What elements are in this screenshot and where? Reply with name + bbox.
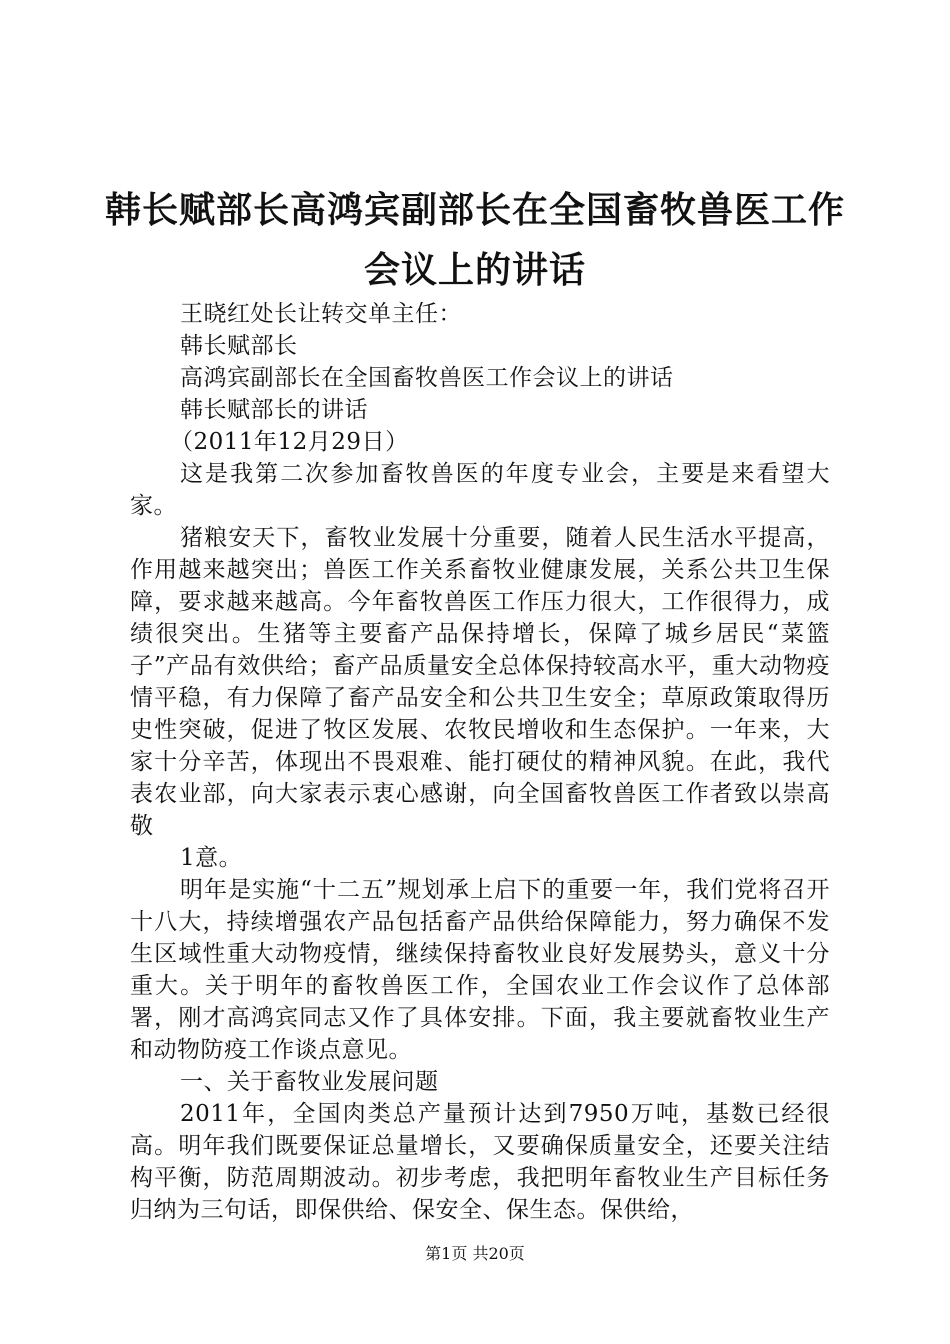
section-heading-1: 一、关于畜牧业发展问题: [180, 1069, 439, 1095]
paragraph-next-year: 明年是实施“十二五”规划承上启下的重要一年，我们党将召开十八大，持续增强农产品包括畜产品供给保障能力，努力确保不发生区域性重大动物疫情，继续保持畜牧业良好发展势头，意义十分重大。关于明年的畜牧兽医工作，全国农业工作会议作了总体部署，刚才高鸿宾同志又作了具体安排。下面，我主要就畜牧业生产和动物防疫工作谈点意见。: [130, 877, 830, 1063]
document-title-line-2: 会议上的讲话: [363, 249, 586, 291]
paragraph-achievements: 猪粮安天下，畜牧业发展十分重要，随着人民生活水平提高，作用越来越突出；兽医工作关系畜牧业健康发展，关系公共卫生保障，要求越来越高。今年畜牧兽医工作压力很大，工作很得力，成绩很突出。生猪等主要畜产品保持增长，保障了城乡居民“菜篮子”产品有效供给；畜产品质量安全总体保持较高水平，重大动物疫情平稳，有力保障了畜产品安全和公共卫生安全；草原政策取得历史性突破，促进了牧区发展、农牧民增收和生态保护。一年来，大家十分辛苦，体现出不畏艰难、能打硬仗的精神风貌。在此，我代表农业部，向大家表示衷心感谢，向全国畜牧兽医工作者致以崇高敬: [130, 525, 830, 839]
paragraph-speaker-2: 韩长赋部长的讲话: [180, 397, 368, 423]
paragraph-recipient: 王晓红处长让转交单主任：: [180, 301, 462, 327]
paragraph-intro: 这是我第二次参加畜牧兽医的年度专业会，主要是来看望大家。: [130, 461, 830, 519]
document-title-line-1: 韩长赋部长高鸿宾副部长在全国畜牧兽医工作: [104, 189, 845, 231]
paragraph-speaker-1: 韩长赋部长: [180, 333, 298, 359]
page-number-label: 第1页 共20页: [425, 1244, 525, 1263]
paragraph-thanks-end: 1意。: [180, 845, 243, 871]
paragraph-speech-title: 高鸿宾副部长在全国畜牧兽医工作会议上的讲话: [180, 365, 674, 391]
page-footer: [0, 1244, 950, 1264]
paragraph-production: 2011年，全国肉类总产量预计达到7950万吨，基数已经很高。明年我们既要保证总量增长，又要确保质量安全，还要关注结构平衡，防范周期波动。初步考虑，我把明年畜牧业生产目标任务归纳为三句话，即保供给、保安全、保生态。保供给，: [130, 1101, 830, 1223]
paragraph-date: （2011年12月29日）: [170, 429, 409, 455]
document-body: [130, 298, 830, 1226]
